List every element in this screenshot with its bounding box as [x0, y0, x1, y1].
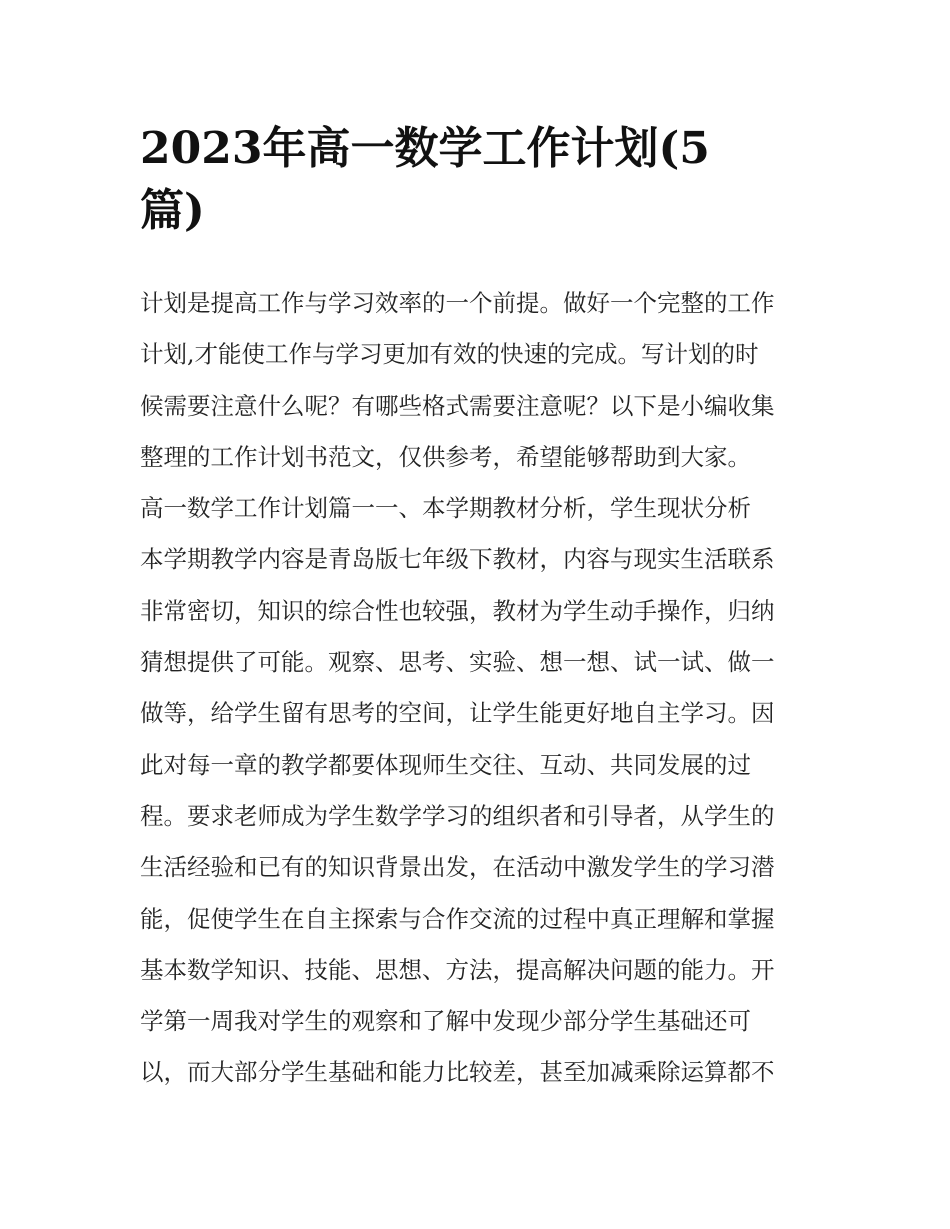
body-line: 候需要注意什么呢？有哪些格式需要注意呢？以下是小编收集: [140, 391, 775, 420]
body-line: 以，而大部分学生基础和能力比较差，甚至加减乘除运算都不: [140, 1058, 775, 1087]
body-line: 做等，给学生留有思考的空间，让学生能更好地自主学习。因: [140, 699, 775, 728]
body-line: 此对每一章的教学都要体现师生交往、互动、共同发展的过: [140, 750, 751, 779]
body-line: 计划是提高工作与学习效率的一个前提。做好一个完整的工作: [140, 289, 775, 317]
body-line: 基本数学知识、技能、思想、方法，提高解决问题的能力。开: [140, 955, 775, 984]
body-line: 非常密切，知识的综合性也较强，教材为学生动手操作，归纳: [140, 596, 775, 625]
body-line: 学第一周我对学生的观察和了解中发现少部分学生基础还可: [140, 1007, 751, 1036]
body-line: 高一数学工作计划篇一一、本学期教材分析，学生现状分析: [140, 494, 751, 523]
body-line: 程。要求老师成为学生数学学习的组织者和引导者，从学生的: [140, 801, 775, 830]
title-line-2: 篇): [140, 185, 205, 236]
body-line: 本学期教学内容是青岛版七年级下教材，内容与现实生活联系: [140, 545, 775, 574]
body-line: 猜想提供了可能。观察、思考、实验、想一想、试一试、做一: [140, 648, 775, 677]
body-line: 能，促使学生在自主探索与合作交流的过程中真正理解和掌握: [140, 904, 775, 933]
document-title: [140, 118, 820, 242]
body-line: 生活经验和已有的知识背景出发，在活动中激发学生的学习潜: [140, 853, 775, 882]
document-body: [140, 278, 830, 1099]
body-line: 整理的工作计划书范文，仅供参考，希望能够帮助到大家。: [140, 442, 751, 471]
title-line-1: 2023年高一数学工作计划(5: [140, 123, 710, 174]
body-line: 计划,才能使工作与学习更加有效的快速的完成。写计划的时: [140, 340, 759, 369]
